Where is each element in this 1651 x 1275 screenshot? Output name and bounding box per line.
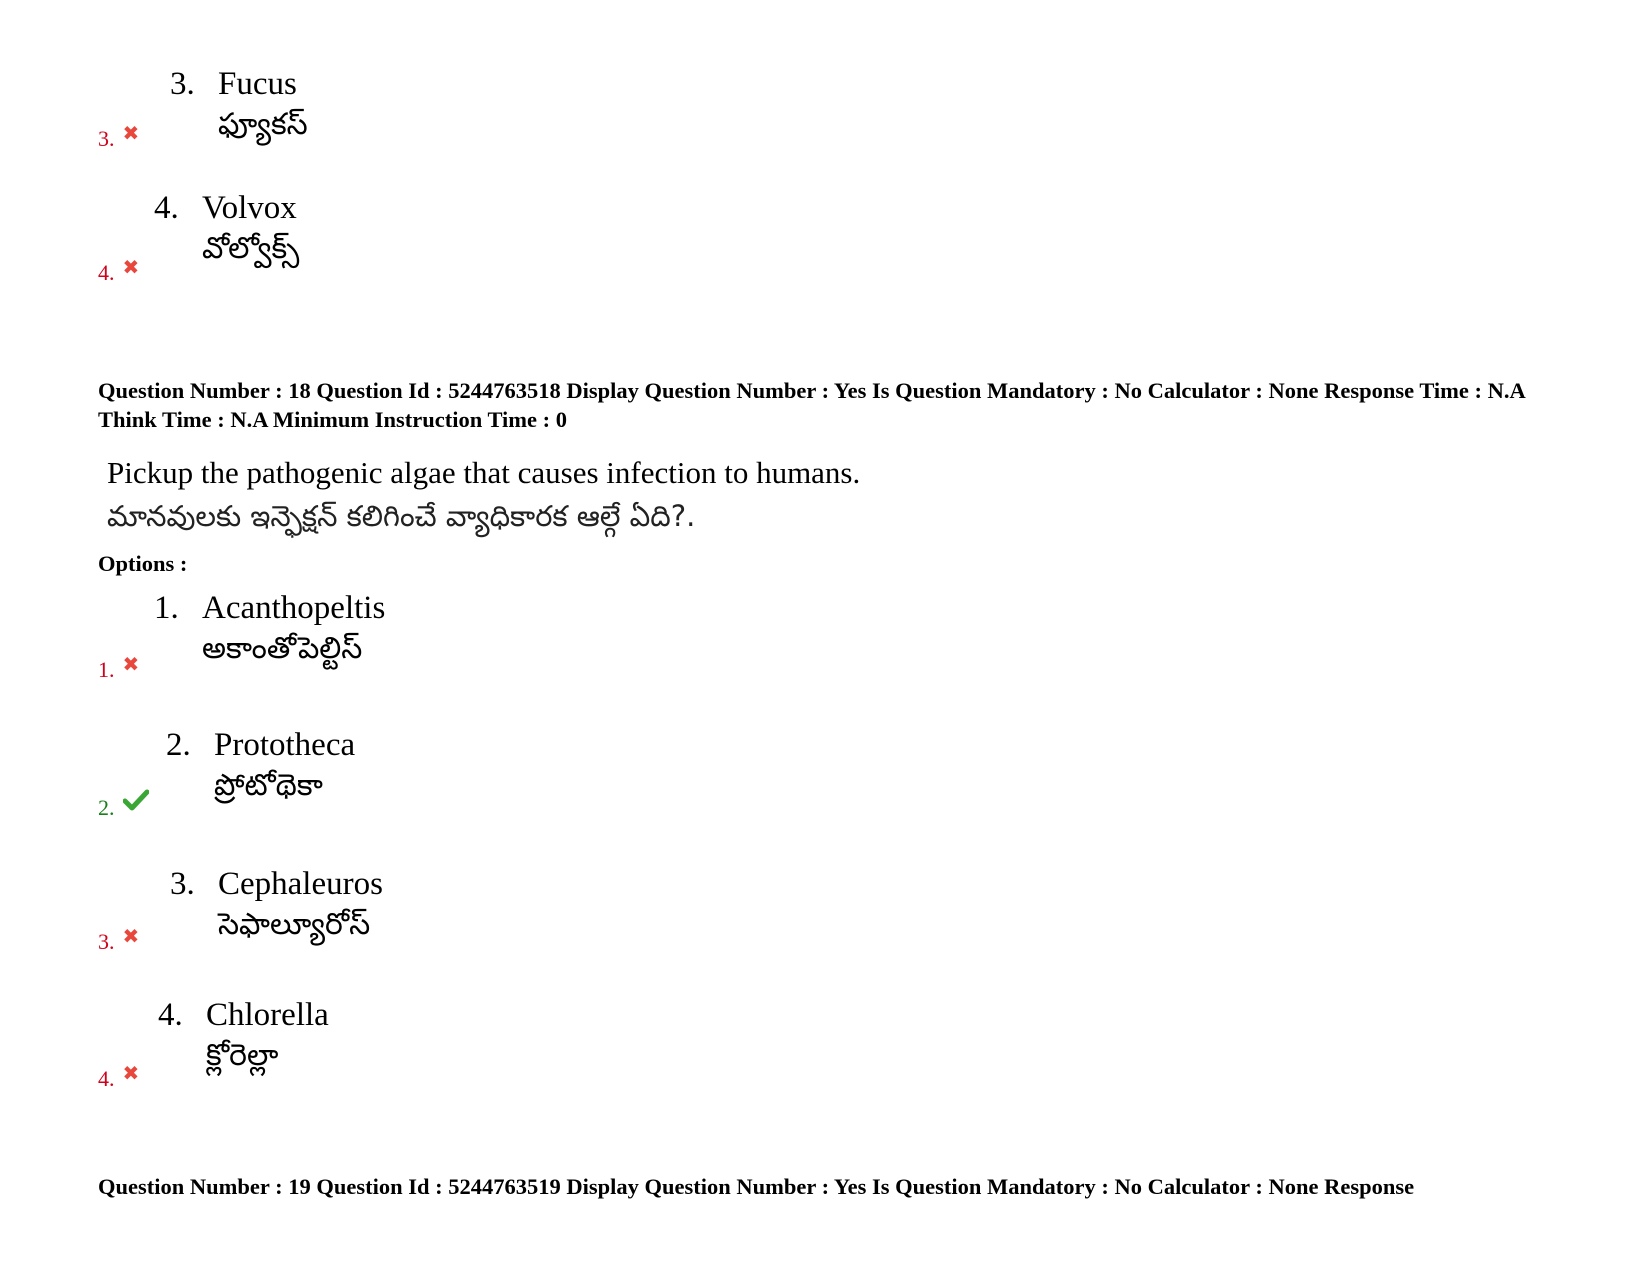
option-telugu: అకాంతోపెల్టిస్ xyxy=(202,631,363,666)
prev-option-4-marker: 4. ✖ xyxy=(98,255,140,285)
option-telugu: సెఫాల్యూరోస్ xyxy=(218,907,371,942)
question-text-telugu: మానవులకు ఇన్ఫెక్షన్ కలిగించే వ్యాధికారక ఆల్గే ఏది?. xyxy=(107,499,696,533)
options-label: Options : xyxy=(98,551,188,576)
option-telugu: ఫ్యూకస్ xyxy=(218,107,308,142)
prev-option-3-content xyxy=(170,64,308,146)
wrong-cross-icon: ✖ xyxy=(122,652,140,676)
option-2-content xyxy=(166,725,355,807)
prev-option-4-content xyxy=(154,188,299,270)
option-english: 3. Cephaleuros xyxy=(170,866,383,902)
question-18-text xyxy=(107,452,860,538)
wrong-cross-icon: ✖ xyxy=(122,121,140,145)
option-4-content xyxy=(158,995,329,1077)
prev-option-3-marker: 3. ✖ xyxy=(98,121,140,151)
option-1-marker: 1. ✖ xyxy=(98,652,140,682)
wrong-cross-icon: ✖ xyxy=(122,1061,140,1085)
option-3-content xyxy=(170,864,383,946)
correct-check-icon xyxy=(123,789,149,815)
option-english: 2. Prototheca xyxy=(166,727,356,763)
option-english: 1. Acanthopeltis xyxy=(154,590,386,626)
wrong-cross-icon: ✖ xyxy=(122,255,140,279)
question-text-english: Pickup the pathogenic algae that causes infection to humans. xyxy=(107,455,861,490)
option-english: 4. Volvox xyxy=(154,190,297,226)
option-telugu: క్లోరెల్లా xyxy=(206,1038,279,1073)
option-4-marker: 4. ✖ xyxy=(98,1061,140,1091)
option-1-content xyxy=(154,588,385,670)
option-english: 4. Chlorella xyxy=(158,997,329,1033)
question-19-meta: Question Number : 19 Question Id : 5244763519 Display Question Number : Yes Is Question Mandatory : No Calculator : None Response xyxy=(98,1174,1415,1199)
option-telugu: ప్రోటోథెకా xyxy=(214,768,323,803)
question-18-meta: Question Number : 18 Question Id : 5244763518 Display Question Number : Yes Is Question Mandatory : No Calculator : None Response Time : N.A Think Time : N.A Minimum Instruction Time : 0 xyxy=(98,378,1525,432)
option-telugu: వోల్వోక్స్ xyxy=(202,231,300,266)
option-3-marker: 3. ✖ xyxy=(98,924,140,954)
option-2-marker: 2. xyxy=(98,795,149,821)
wrong-cross-icon: ✖ xyxy=(122,924,140,948)
option-english: 3. Fucus xyxy=(170,66,297,102)
